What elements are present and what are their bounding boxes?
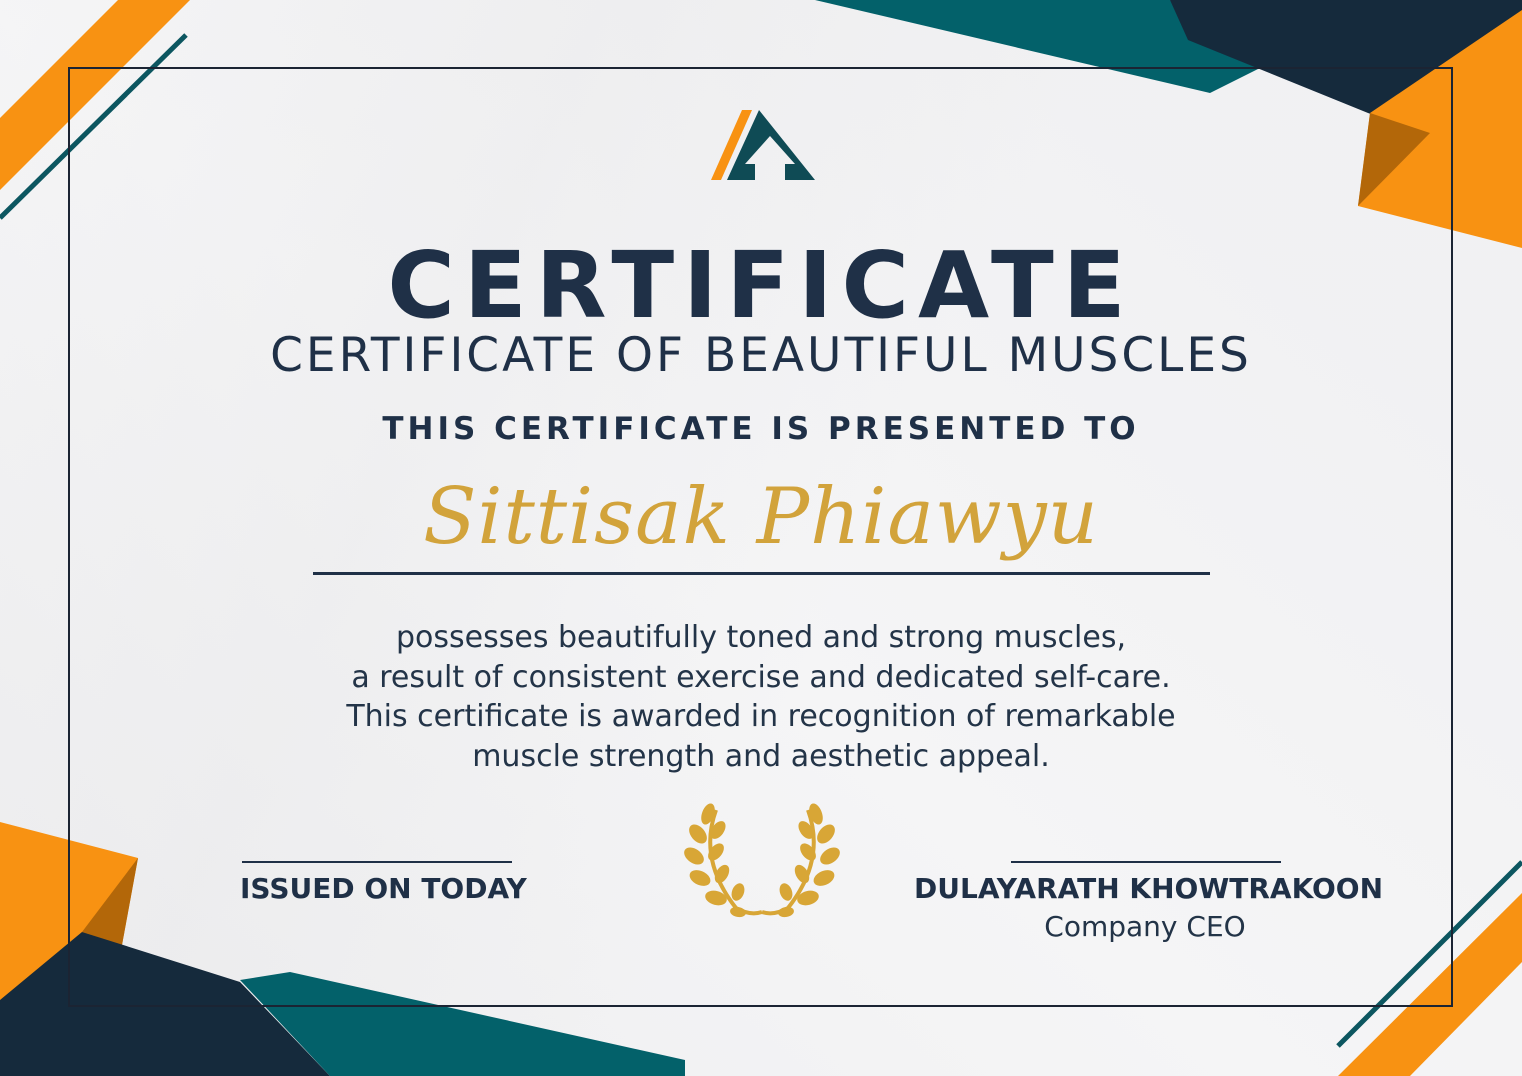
certificate-title: CERTIFICATE — [387, 232, 1135, 339]
description-line: a result of consistent exercise and dedicated self-care. — [351, 659, 1171, 695]
issued-date-label: ISSUED ON TODAY — [240, 872, 527, 905]
recipient-underline — [313, 572, 1210, 575]
mountain-peak-logo-icon — [709, 106, 815, 184]
presented-to-label: THIS CERTIFICATE IS PRESENTED TO — [382, 411, 1140, 447]
certificate-subtitle: CERTIFICATE OF BEAUTIFUL MUSCLES — [270, 328, 1252, 383]
description-line: muscle strength and aesthetic appeal. — [472, 738, 1050, 774]
certificate-description — [0, 618, 1522, 776]
description-line: possesses beautifully toned and strong muscles, — [395, 620, 1126, 655]
ceo-signature-line — [1011, 861, 1281, 863]
laurel-wreath-icon — [676, 800, 848, 924]
signer-name: DULAYARATH KHOWTRAKOON — [914, 872, 1384, 905]
recipient-name: Sittisak Phiawyu — [423, 472, 1099, 562]
description-line: This certificate is awarded in recognition of remarkable — [346, 699, 1176, 734]
issued-signature-line — [242, 861, 512, 863]
signer-title: Company CEO — [1044, 910, 1246, 943]
